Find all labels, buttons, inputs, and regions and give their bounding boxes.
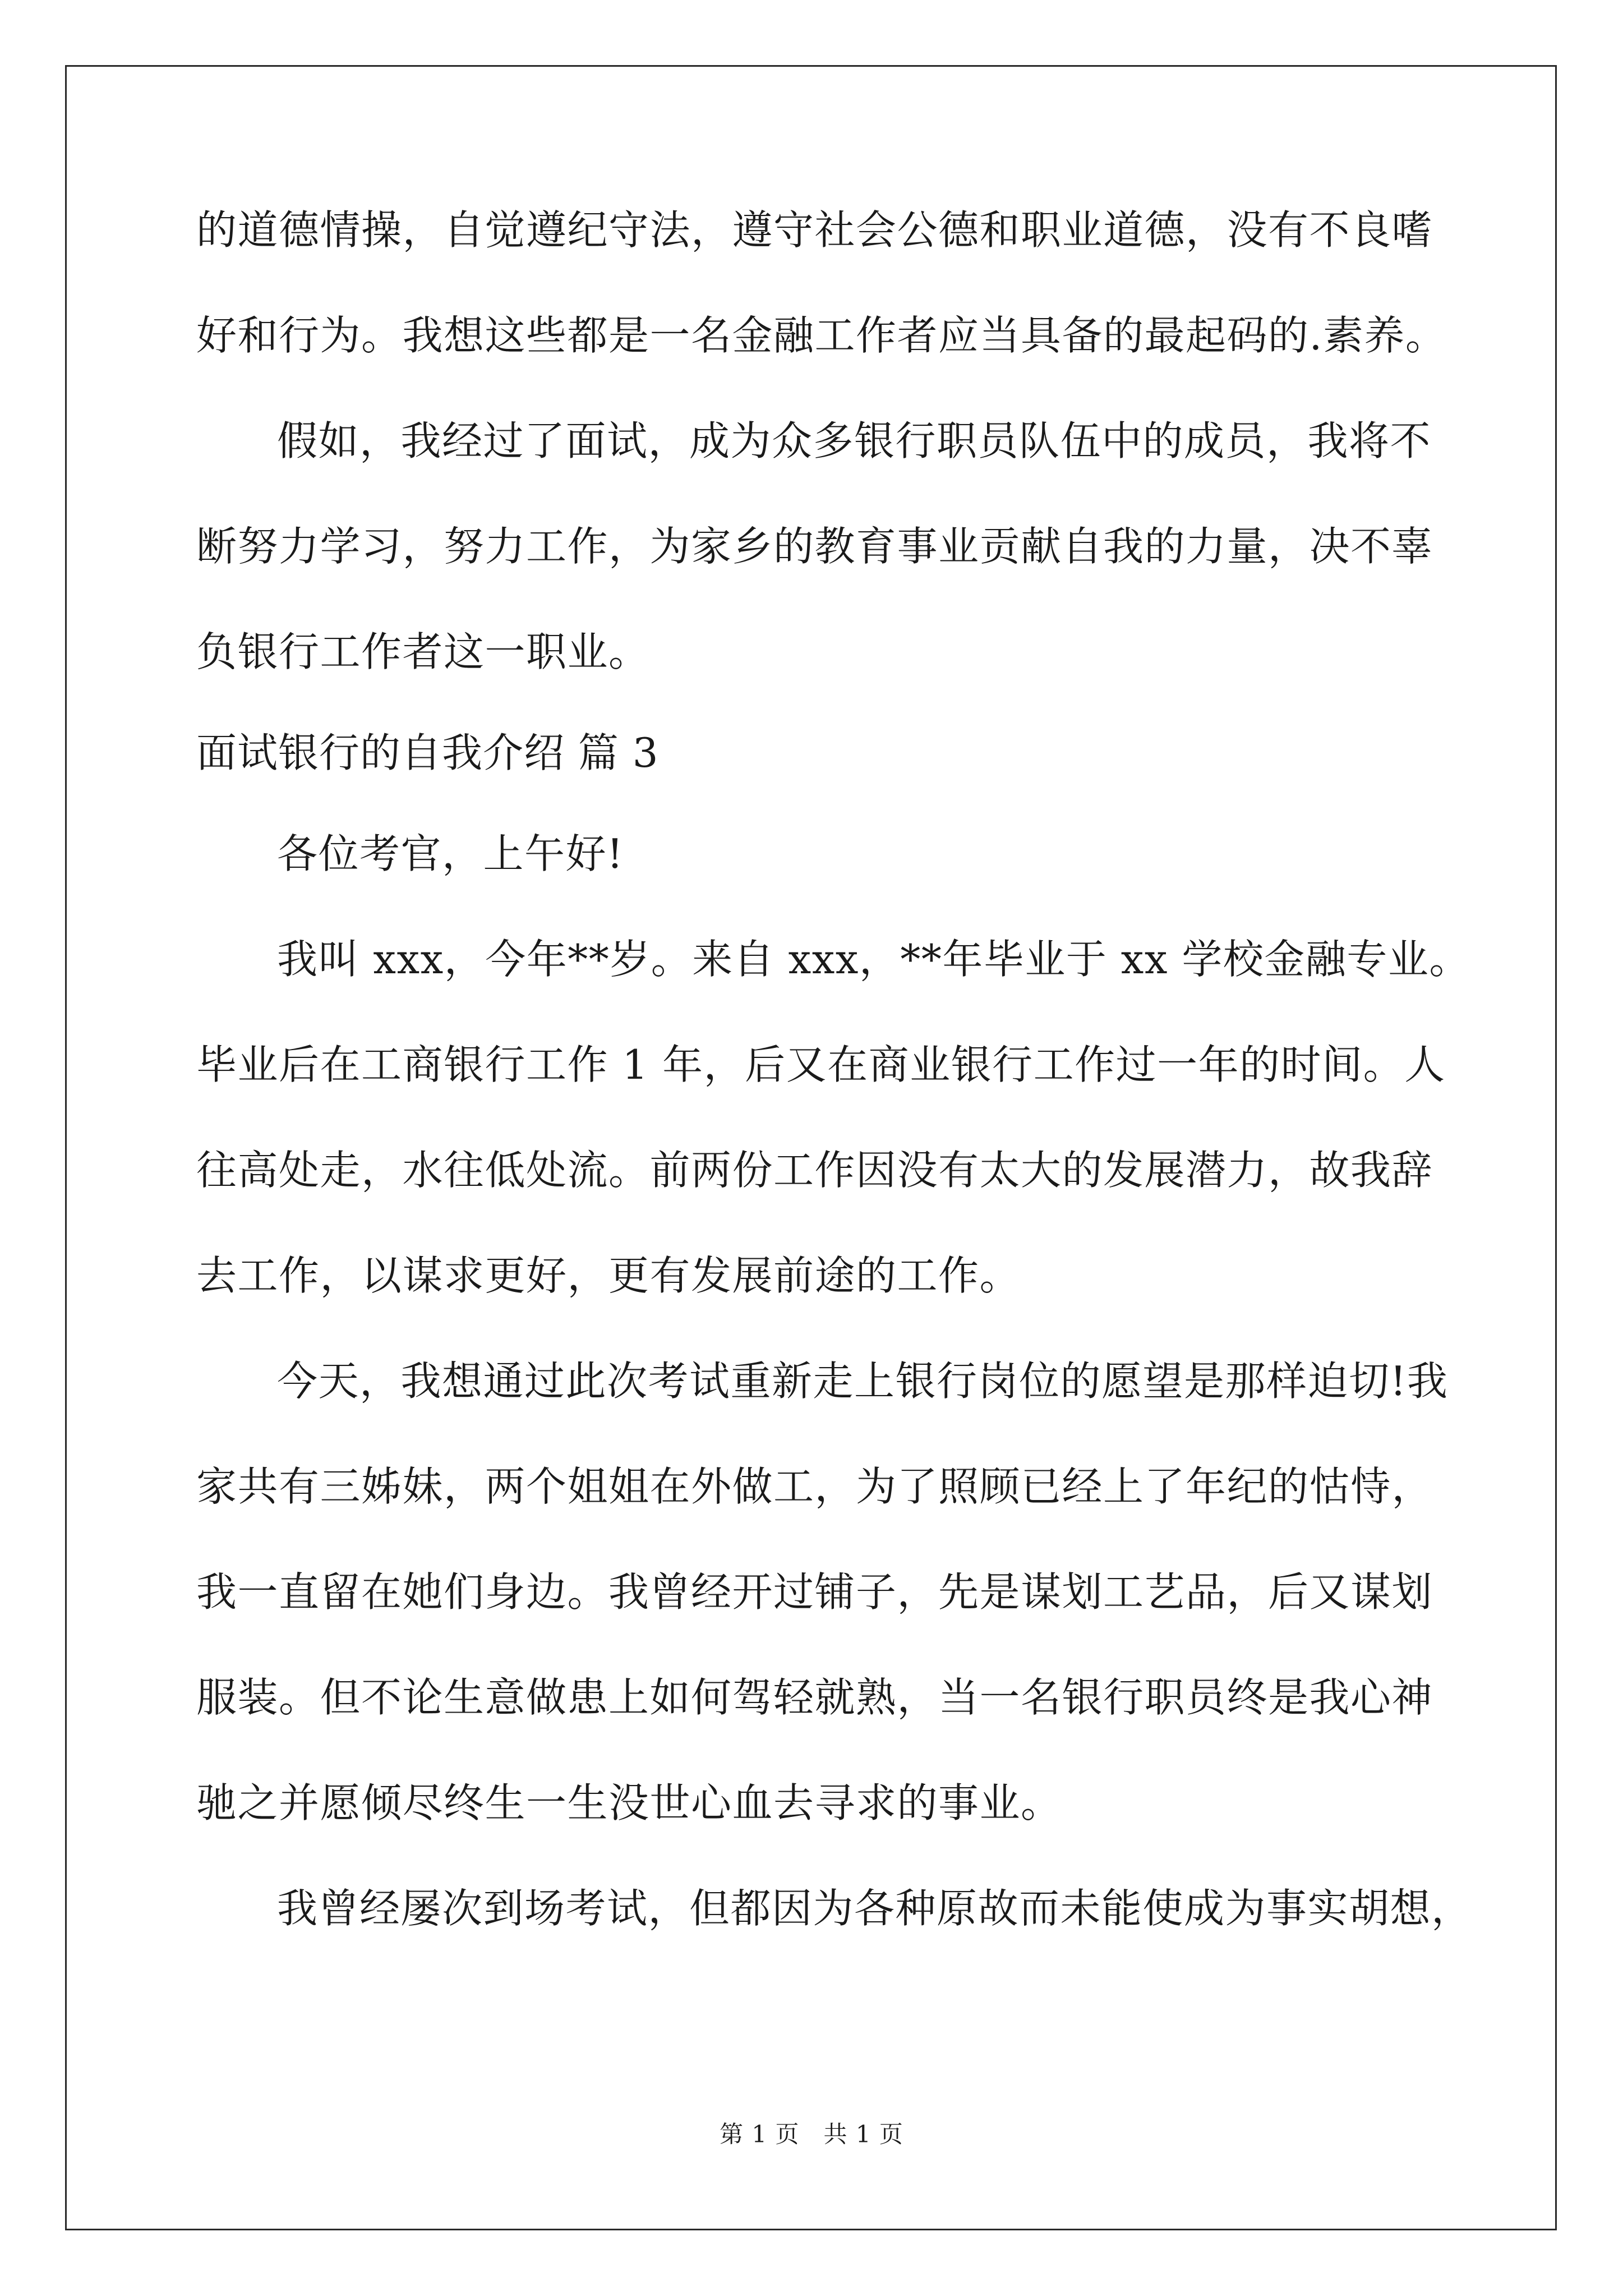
paragraph-line: 各位考官，上午好!: [277, 830, 624, 877]
paragraph-line: 往高处走，水往低处流。前两份工作因没有太大的发展潜力，故我辞: [196, 1147, 1433, 1194]
paragraph-line: 我一直留在她们身边。我曾经开过铺子，先是谋划工艺品，后又谋划: [196, 1568, 1433, 1616]
paragraph-line: 断努力学习，努力工作，为家乡的教育事业贡献自我的力量，决不辜: [196, 523, 1433, 570]
section-heading: 面试银行的自我介绍 篇 3: [196, 729, 659, 776]
paragraph-line: 我叫 xxx，今年**岁。来自 xxx，**年毕业于 xx 学校金融专业。: [277, 936, 1470, 983]
paragraph-line: 去工作，以谋求更好，更有发展前途的工作。: [196, 1252, 1021, 1299]
paragraph-line: 今天，我想通过此次考试重新走上银行岗位的愿望是那样迫切!我: [277, 1358, 1449, 1405]
paragraph-line: 的道德情操，自觉遵纪守法，遵守社会公德和职业道德，没有不良嗜: [196, 206, 1433, 254]
page-footer: 第 1 页 共 1 页: [720, 2120, 903, 2148]
paragraph-line: 我曾经屡次到场考试，但都因为各种原故而未能使成为事实胡想，: [277, 1885, 1473, 1932]
paragraph-line: 毕业后在工商银行工作 1 年，后又在商业银行工作过一年的时间。人: [196, 1041, 1446, 1088]
paragraph-line: 负银行工作者这一职业。: [196, 628, 650, 675]
paragraph-line: 假如，我经过了面试，成为众多银行职员队伍中的成员，我将不: [277, 417, 1432, 464]
paragraph-line: 服装。但不论生意做患上如何驾轻就熟，当一名银行职员终是我心神: [196, 1674, 1433, 1721]
paragraph-line: 家共有三姊妹，两个姐姐在外做工，为了照顾已经上了年纪的怙恃，: [196, 1463, 1433, 1510]
paragraph-line: 驰之并愿倾尽终生一生没世心血去寻求的事业。: [196, 1779, 1062, 1826]
paragraph-line: 好和行为。我想这些都是一名金融工作者应当具备的最起码的.素养。: [196, 312, 1447, 359]
